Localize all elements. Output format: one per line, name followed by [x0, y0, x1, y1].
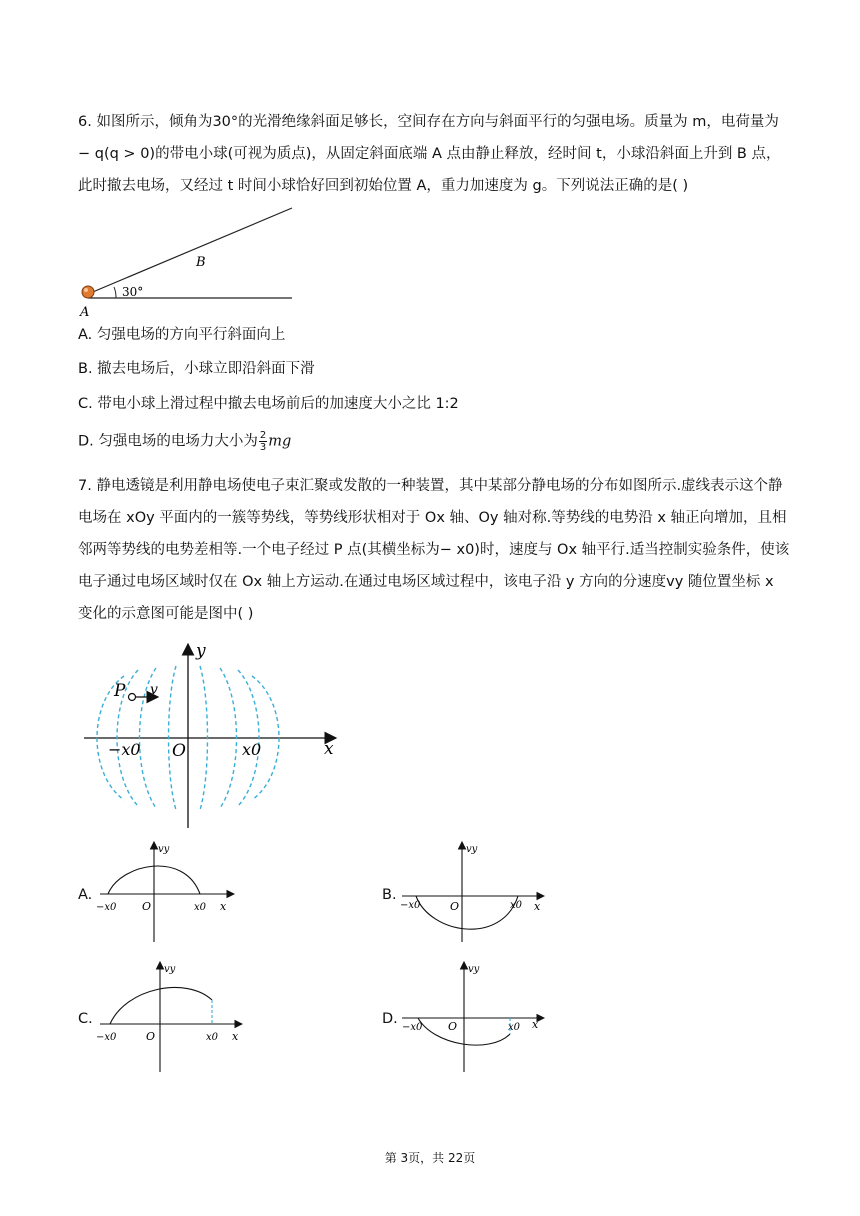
svg-text:−x0: −x0	[400, 900, 421, 911]
svg-text:x: x	[532, 1018, 539, 1031]
question-6-text: 6. 如图所示，倾角为30°的光滑绝缘斜面足够长，空间存在方向与斜面平行的匀强电场。质量为 m，电荷量为− q(q > 0)的带电小球(可视为质点)，从固定斜面底端 A 点由静止释放，经时间 t，小球沿斜面上升到 B 点，此时撤去电场，又经过 t 时间小球恰好回到初始位置 A，重力加速度为 g。下列说法正确的是( )	[78, 114, 781, 194]
graph-b-letter: B.	[382, 887, 397, 903]
q6-option-c: C. 带电小球上滑过程中撤去电场前后的加速度大小之比 1:2	[78, 396, 459, 412]
svg-text:vy: vy	[466, 844, 478, 855]
label-A: A	[80, 305, 90, 320]
svg-text:vy: vy	[158, 844, 170, 855]
svg-text:vy: vy	[164, 964, 176, 975]
svg-text:−x0: −x0	[402, 1022, 423, 1033]
q6-option-d-suffix: mg	[268, 433, 292, 450]
graph-d	[398, 958, 548, 1076]
svg-text:−x0: −x0	[96, 902, 117, 913]
svg-text:O: O	[450, 900, 460, 913]
label-B: B	[196, 255, 206, 270]
equipotential-figure	[80, 640, 350, 830]
graph-b-curve	[416, 896, 518, 929]
angle-arc	[114, 287, 116, 298]
svg-text:x: x	[232, 1030, 239, 1043]
svg-text:O: O	[448, 1020, 458, 1033]
graph-a	[96, 838, 246, 946]
fraction: $\frac{2}{3}$	[259, 430, 267, 453]
graph-b	[398, 838, 548, 946]
label-y: y	[196, 641, 206, 661]
point-P	[129, 694, 136, 701]
q6-option-b: B. 撤去电场后，小球立即沿斜面下滑	[78, 361, 315, 377]
charged-ball	[82, 286, 94, 298]
svg-text:x: x	[534, 900, 541, 913]
incline-surface	[88, 208, 292, 294]
svg-text:x: x	[220, 900, 227, 913]
q6-option-d	[78, 430, 291, 453]
q6-option-a: A. 匀强电场的方向平行斜面向上	[78, 327, 286, 343]
graph-a-letter: A.	[78, 887, 93, 903]
graph-c	[96, 958, 246, 1076]
label-x0: x0	[242, 740, 262, 759]
page-footer: 第 3页，共 22页	[384, 1151, 476, 1165]
svg-text:O: O	[146, 1030, 156, 1043]
svg-text:vy: vy	[468, 964, 480, 975]
svg-text:x0: x0	[510, 900, 523, 911]
svg-text:−x0: −x0	[96, 1032, 117, 1043]
label-P: P	[114, 681, 126, 701]
svg-text:x0: x0	[206, 1032, 219, 1043]
svg-text:O: O	[142, 900, 152, 913]
label-v: v	[150, 682, 158, 698]
graph-c-curve	[110, 988, 212, 1024]
angle-label: 30°	[122, 285, 144, 299]
svg-text:x0: x0	[194, 902, 207, 913]
label-O: O	[172, 741, 186, 761]
q6-option-d-prefix: D. 匀强电场的电场力大小为	[78, 433, 258, 450]
label-x: x	[324, 739, 334, 759]
question-7-text: 7. 静电透镜是利用静电场使电子束汇聚或发散的一种装置，其中某部分静电场的分布如图所示.虚线表示这个静电场在 xOy 平面内的一簇等势线，等势线形状相对于 Ox 轴、Oy 轴对称.等势线的电势沿 x 轴正向增加，且相邻两等势线的电势差相等.一个电子经过 P 点(其横坐标为− x0)时，速度与 Ox 轴平行.适当控制实验条件，使该电子通过电场区域时仅在 Ox 轴上方运动.在通过电场区域过程中，该电子沿 y 方向的分速度vy 随位置坐标 x 变化的示意图可能是图中( )	[78, 478, 790, 622]
svg-text:x0: x0	[508, 1022, 521, 1033]
graph-d-letter: D.	[382, 1011, 398, 1027]
label-neg-x0: −x0	[108, 740, 141, 759]
graph-c-letter: C.	[78, 1011, 93, 1027]
incline-figure	[74, 202, 304, 320]
